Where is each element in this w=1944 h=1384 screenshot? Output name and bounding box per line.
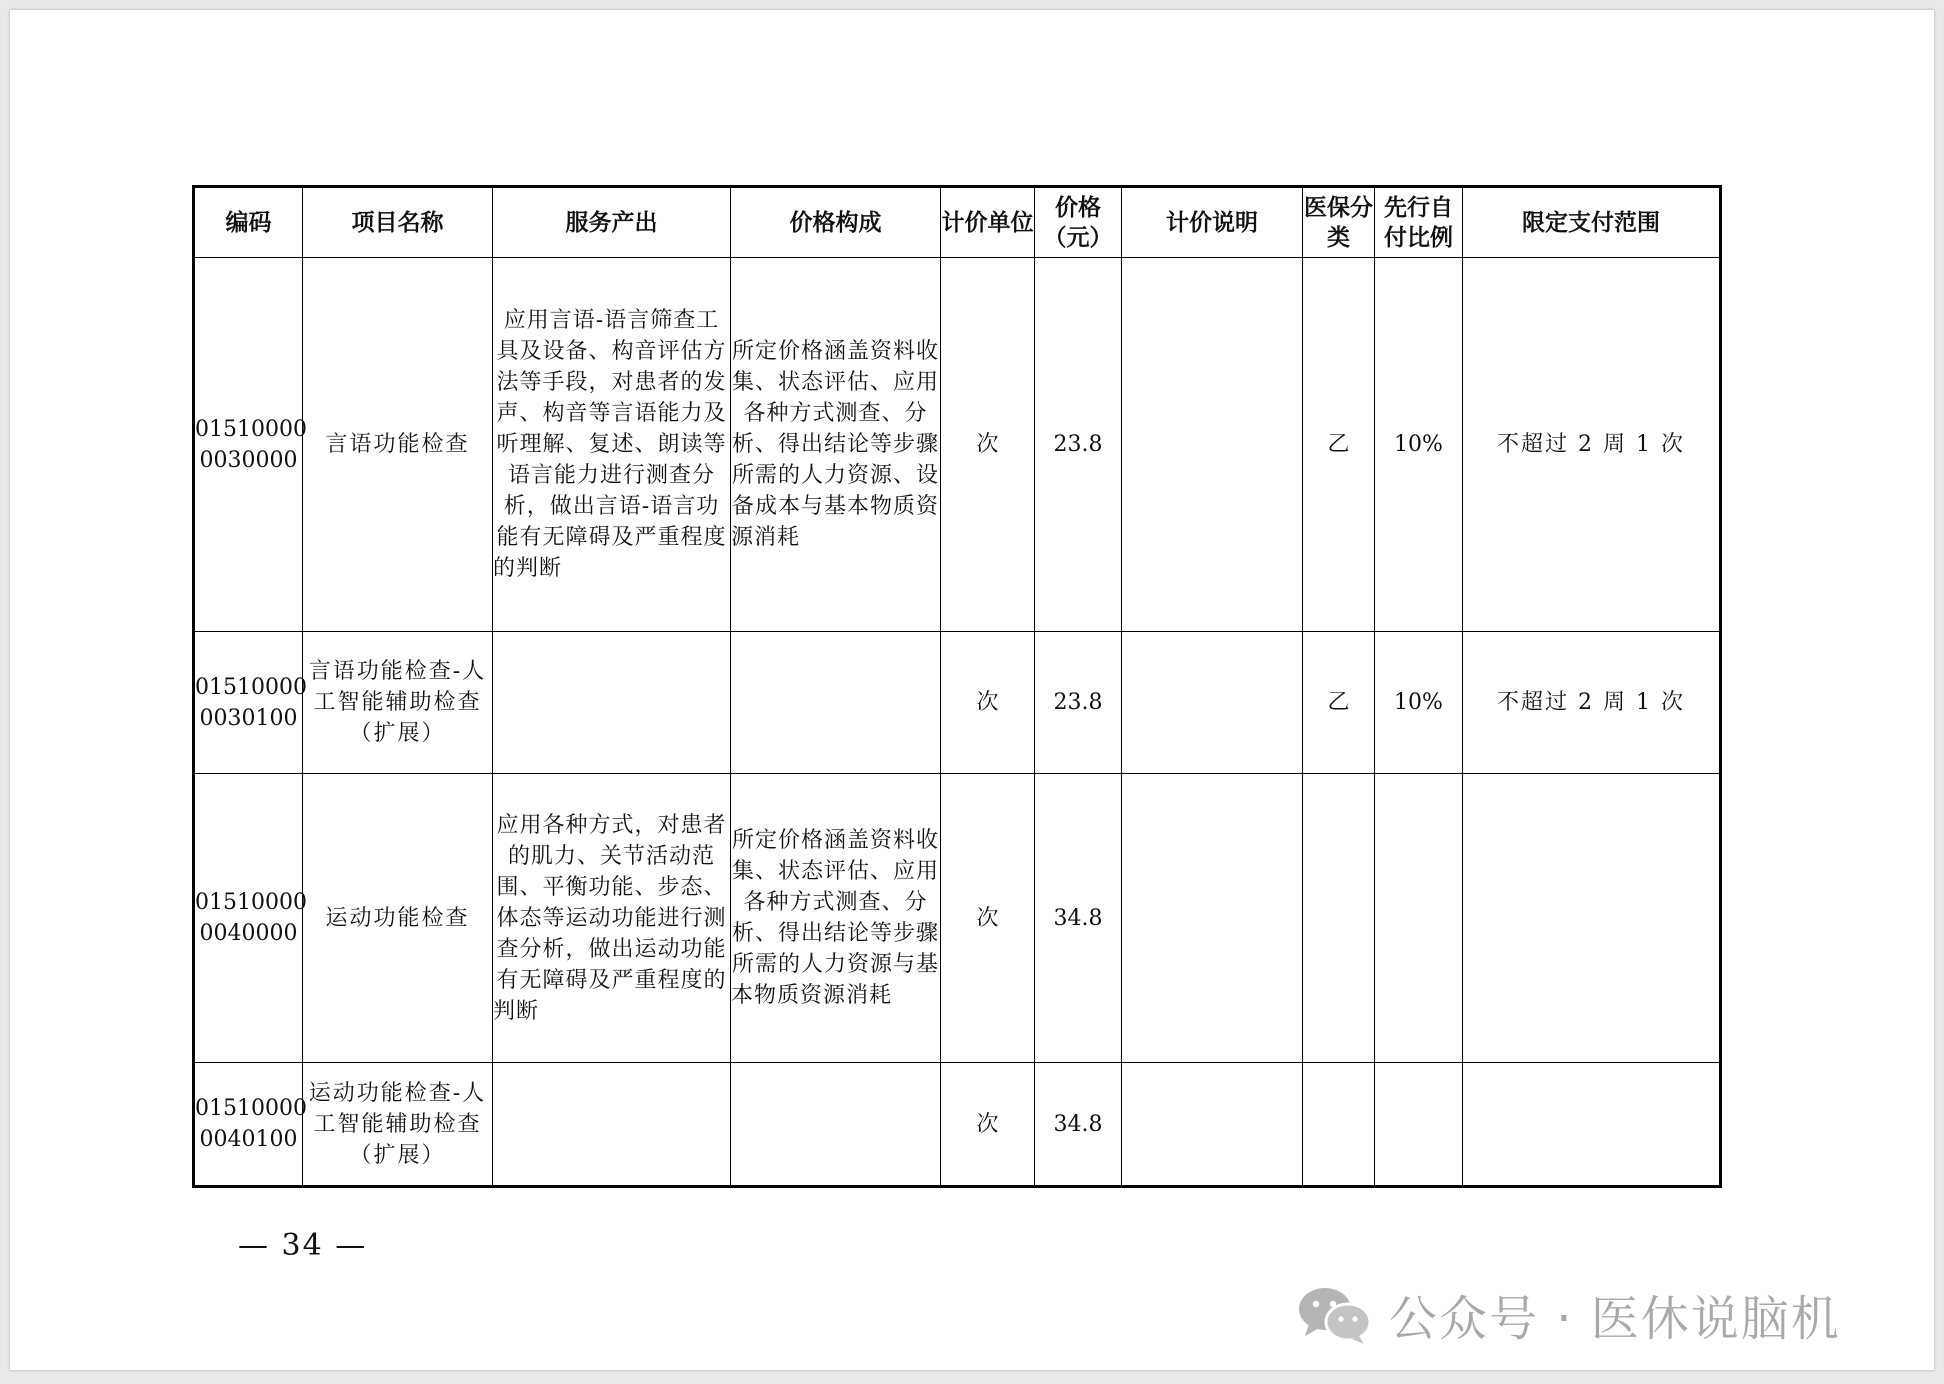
table-header-row (194, 187, 1721, 258)
cell-self-pay-ratio (1375, 1063, 1463, 1187)
cell-price: 23.8 (1035, 258, 1122, 632)
cell-self-pay-ratio: 10% (1375, 632, 1463, 774)
cell-price-composition (731, 632, 941, 774)
cell-item-name: 运动功能检查-人工智能辅助检查（扩展） (303, 1063, 493, 1187)
cell-payment-scope: 不超过 2 周 1 次 (1463, 632, 1721, 774)
cell-pricing-unit: 次 (941, 1063, 1035, 1187)
cell-insurance-category: 乙 (1303, 632, 1375, 774)
cell-payment-scope: 不超过 2 周 1 次 (1463, 258, 1721, 632)
cell-code: 01510000 0030100 (194, 632, 303, 774)
cell-pricing-unit: 次 (941, 258, 1035, 632)
header-price: 价格（元） (1035, 187, 1122, 258)
cell-price-composition: 所定价格涵盖资料收集、状态评估、应用各种方式测查、分析、得出结论等步骤所需的人力资源、设备成本与基本物质资源消耗 (731, 258, 941, 632)
cell-pricing-unit: 次 (941, 632, 1035, 774)
cell-price: 23.8 (1035, 632, 1122, 774)
cell-pricing-note (1122, 258, 1303, 632)
cell-code: 01510000 0040100 (194, 1063, 303, 1187)
cell-service-output: 应用各种方式，对患者的肌力、关节活动范围、平衡功能、步态、体态等运动功能进行测查分析，做出运动功能有无障碍及严重程度的判断 (493, 774, 731, 1063)
table-row (194, 774, 1721, 1063)
header-insurance-category: 医保分类 (1303, 187, 1375, 258)
cell-price-composition (731, 1063, 941, 1187)
cell-price: 34.8 (1035, 774, 1122, 1063)
table-row (194, 1063, 1721, 1187)
cell-payment-scope (1463, 1063, 1721, 1187)
cell-payment-scope (1463, 774, 1721, 1063)
watermark-text: 公众号 · 医休说脑机 (1389, 1291, 1841, 1347)
header-code: 编码 (194, 187, 303, 258)
cell-pricing-note (1122, 1063, 1303, 1187)
header-payment-scope: 限定支付范围 (1463, 187, 1721, 258)
cell-self-pay-ratio: 10% (1375, 258, 1463, 632)
cell-service-output: 应用言语-语言筛查工具及设备、构音评估方法等手段，对患者的发声、构音等言语能力及听理解、复述、朗读等语言能力进行测查分析，做出言语-语言功能有无障碍及严重程度的判断 (493, 258, 731, 632)
cell-pricing-unit: 次 (941, 774, 1035, 1063)
cell-code: 01510000 0040000 (194, 774, 303, 1063)
cell-item-name: 言语功能检查-人工智能辅助检查（扩展） (303, 632, 493, 774)
cell-service-output (493, 632, 731, 774)
pricing-table (192, 185, 1722, 1188)
cell-insurance-category (1303, 1063, 1375, 1187)
cell-insurance-category (1303, 774, 1375, 1063)
header-pricing-note: 计价说明 (1122, 187, 1303, 258)
cell-price-composition: 所定价格涵盖资料收集、状态评估、应用各种方式测查、分析、得出结论等步骤所需的人力资源与基本物质资源消耗 (731, 774, 941, 1063)
table-row (194, 258, 1721, 632)
header-self-pay-ratio: 先行自付比例 (1375, 187, 1463, 258)
header-item-name: 项目名称 (303, 187, 493, 258)
cell-price: 34.8 (1035, 1063, 1122, 1187)
table-row (194, 632, 1721, 774)
cell-pricing-note (1122, 632, 1303, 774)
page-number: — 34 — (238, 1228, 368, 1263)
cell-insurance-category: 乙 (1303, 258, 1375, 632)
cell-item-name: 运动功能检查 (303, 774, 493, 1063)
document-page (10, 10, 1934, 1370)
cell-self-pay-ratio (1375, 774, 1463, 1063)
cell-service-output (493, 1063, 731, 1187)
cell-code: 01510000 0030000 (194, 258, 303, 632)
header-price-composition: 价格构成 (731, 187, 941, 258)
header-pricing-unit: 计价单位 (941, 187, 1035, 258)
header-service-output: 服务产出 (493, 187, 731, 258)
cell-item-name: 言语功能检查 (303, 258, 493, 632)
wechat-icon (1297, 1284, 1373, 1346)
cell-pricing-note (1122, 774, 1303, 1063)
watermark (1297, 1280, 1841, 1349)
